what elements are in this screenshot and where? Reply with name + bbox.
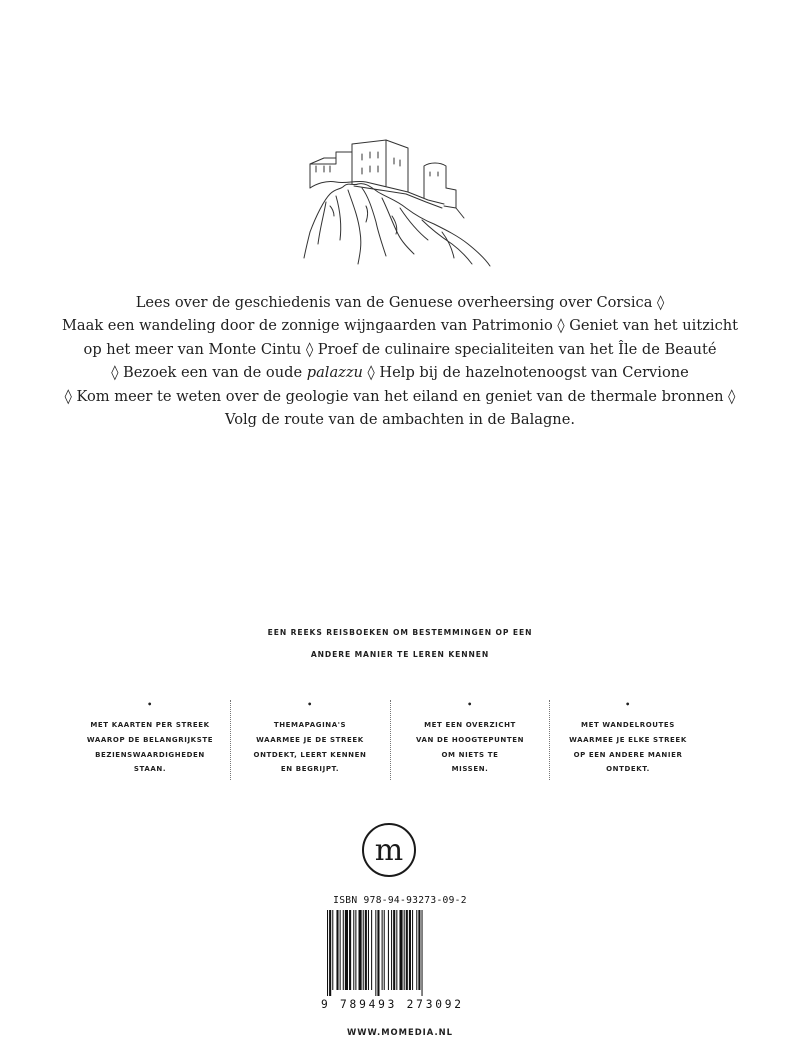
series-tagline-line-1: EEN REEKS REISBOEKEN OM BESTEMMINGEN OP EEN: [267, 628, 533, 637]
isbn-digits: 9 789493 273092: [321, 998, 461, 1010]
barcode-bar: [353, 910, 354, 990]
barcode-bar: [377, 910, 379, 996]
blurb-line-3: op het meer van Monte Cintu ◊ Proef de culinaire specialiteiten van het Île de Beauté: [83, 340, 717, 358]
momedia-logo-icon: [361, 822, 417, 878]
blurb-line-5: ◊ Kom meer te weten over de geologie van het eiland en geniet van de thermale bronnen ◊: [64, 387, 736, 405]
barcode-bar: [409, 910, 411, 990]
barcode-bar: [412, 910, 413, 990]
feature-line: VAN DE HOOGTEPUNTEN: [415, 735, 525, 744]
barcode-bar: [422, 910, 423, 996]
barcode-bar: [418, 910, 420, 990]
feature-maps: [80, 700, 220, 777]
feature-line: ONTDEKT.: [606, 765, 650, 774]
barcode-bar: [396, 910, 397, 990]
feature-line: WAARMEE JE ELKE STREEK: [569, 735, 687, 744]
feature-line: MET KAARTEN PER STREEK: [90, 721, 210, 729]
barcode-bar: [340, 910, 341, 990]
blurb-line-4: [60, 361, 740, 384]
feature-line: ONTDEKT, LEERT KENNEN: [253, 750, 367, 759]
feature-line: BEZIENSWAARDIGHEDEN: [95, 750, 205, 759]
barcode-bar: [349, 910, 351, 990]
bullet-icon: •: [307, 700, 313, 709]
barcode-bar: [343, 910, 344, 990]
column-divider: [390, 700, 391, 780]
barcode-bar: [393, 910, 395, 990]
barcode-bar: [404, 910, 405, 990]
website-url: WWW.MOMEDIA.NL: [347, 1027, 453, 1037]
barcode-bar: [363, 910, 364, 990]
column-divider: [549, 700, 550, 780]
isbn-label: ISBN 978-94-93273-09-2: [333, 895, 467, 906]
blurb-line-4-start: ◊ Bezoek een van de oude: [111, 364, 307, 382]
feature-line: MET WANDELROUTES: [581, 721, 675, 729]
feature-theme-pages: [240, 700, 380, 777]
barcode-bar: [332, 910, 333, 990]
feature-line: WAAROP DE BELANGRIJKSTE: [86, 735, 214, 744]
bullet-icon: •: [625, 700, 631, 709]
feature-line: OP EEN ANDERE MANIER: [573, 750, 683, 759]
barcode-bar: [391, 910, 392, 990]
feature-line: EN BEGRIJPT.: [280, 765, 340, 774]
series-tagline-line-2: ANDERE MANIER TE LEREN KENNEN: [310, 650, 490, 659]
feature-line: WAARMEE JE DE STREEK: [256, 735, 364, 744]
feature-line: THEMAPAGINA'S: [273, 721, 347, 729]
barcode-bar: [388, 910, 389, 990]
barcode-bar: [359, 910, 362, 990]
bullet-icon: •: [147, 700, 153, 709]
barcode-icon: [313, 908, 465, 1010]
barcode-bar: [345, 910, 348, 990]
barcode-bar: [406, 910, 408, 990]
blurb-italic-word: palazzu: [306, 364, 363, 382]
barcode-bar: [336, 910, 338, 990]
blurb-line-1: Lees over de geschiedenis van de Genuese overheersing over Corsica ◊: [135, 294, 665, 311]
citadel-on-rock-icon: [296, 136, 492, 268]
barcode-bar: [382, 910, 383, 990]
barcode-bar: [375, 910, 376, 996]
bullet-icon: •: [467, 700, 473, 709]
column-divider: [230, 700, 231, 780]
feature-line: MET EEN OVERZICHT: [424, 721, 516, 729]
barcode-bar: [365, 910, 367, 990]
barcode-bars: [327, 910, 423, 996]
logo-letter: m: [374, 833, 404, 868]
barcode-bar: [329, 910, 331, 996]
feature-highlights: [400, 700, 540, 777]
barcode-bar: [416, 910, 417, 990]
blurb-line-6: Volg de route van de ambachten in de Balagne.: [225, 411, 575, 429]
barcode-bar: [368, 910, 369, 990]
barcode-bar: [371, 910, 372, 990]
back-cover-blurb: [60, 291, 740, 431]
series-tagline: [150, 622, 650, 666]
blurb-line-2: Maak een wandeling door de zonnige wijngaarden van Patrimonio ◊ Geniet van het uitzicht: [61, 317, 738, 335]
feature-line: OM NIETS TE: [441, 750, 499, 759]
feature-walking-routes: [558, 700, 698, 777]
barcode-bar: [327, 910, 328, 996]
barcode-bar: [399, 910, 402, 990]
feature-line: STAAN.: [133, 765, 167, 774]
feature-columns: [70, 700, 710, 810]
feature-line: MISSEN.: [451, 765, 489, 774]
barcode-bar: [384, 910, 385, 990]
barcode-bar: [355, 910, 356, 990]
blurb-line-4-end: ◊ Help bij de hazelnotenoogst van Cervione: [362, 364, 689, 382]
